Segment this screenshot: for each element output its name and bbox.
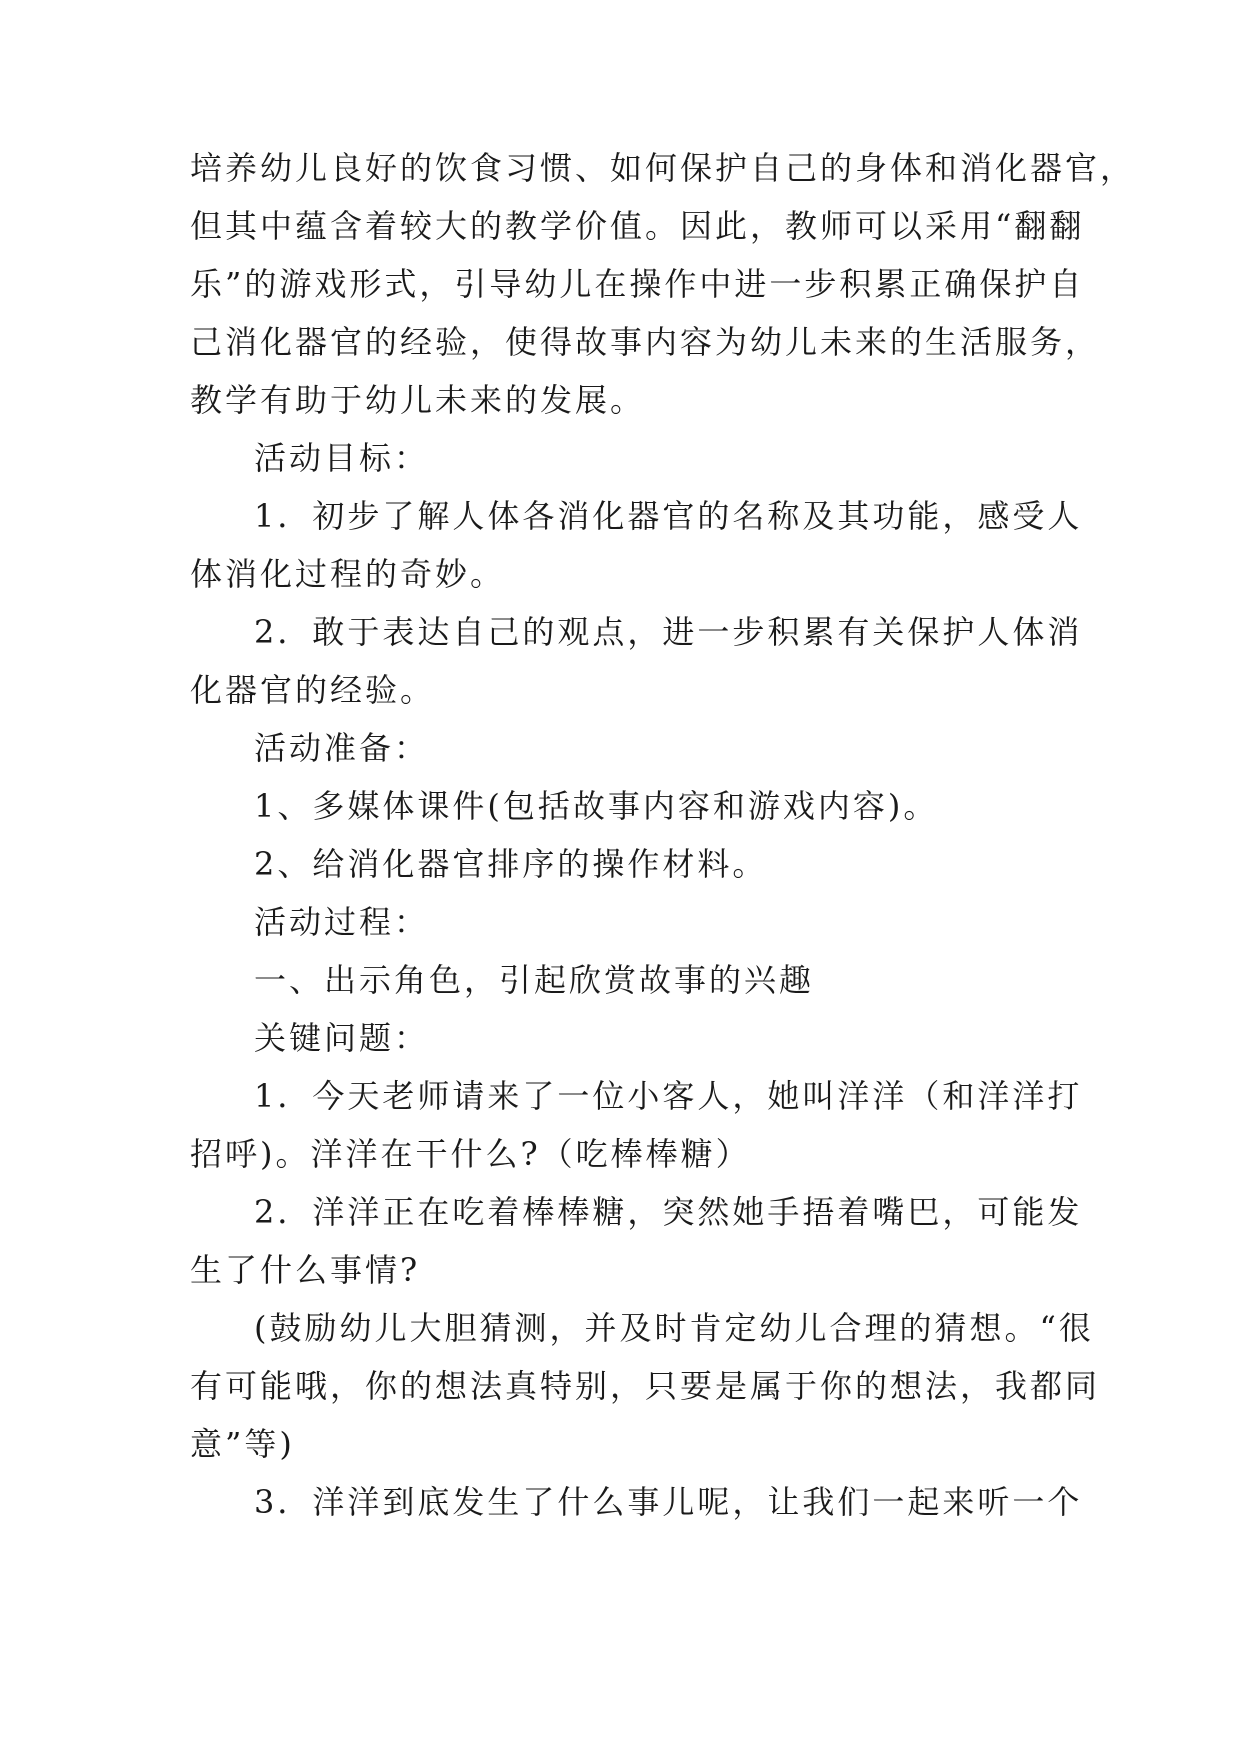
text-line: 1．今天老师请来了一位小客人，她叫洋洋（和洋洋打 [254, 1077, 1083, 1115]
text-line: 一、出示角色，引起欣赏故事的兴趣 [254, 961, 815, 999]
section-heading: 活动目标： [254, 439, 430, 477]
text-line: 1．初步了解人体各消化器官的名称及其功能，感受人 [254, 497, 1083, 535]
text-line: 培养幼儿良好的饮食习惯、如何保护自己的身体和消化器官， [190, 149, 1136, 187]
text-line: 乐”的游戏形式，引导幼儿在操作中进一步积累正确保护自 [190, 265, 1085, 303]
text-line: (鼓励幼儿大胆猜测，并及时肯定幼儿合理的猜想。“很 [254, 1309, 1094, 1347]
text-line: 己消化器官的经验，使得故事内容为幼儿未来的生活服务， [190, 323, 1101, 361]
text-line: 教学有助于幼儿未来的发展。 [190, 381, 646, 419]
text-line: 招呼)。洋洋在干什么?（吃棒棒糖） [190, 1135, 751, 1173]
text-line: 2．洋洋正在吃着棒棒糖，突然她手捂着嘴巴，可能发 [254, 1193, 1083, 1231]
text-line: 意”等) [190, 1425, 295, 1463]
section-heading: 活动过程： [254, 903, 430, 941]
text-line: 体消化过程的奇妙。 [190, 555, 506, 593]
text-line: 生了什么事情? [190, 1251, 421, 1289]
section-heading: 活动准备： [254, 729, 430, 767]
text-line: 2．敢于表达自己的观点，进一步积累有关保护人体消 [254, 613, 1083, 651]
text-line: 化器官的经验。 [190, 671, 436, 709]
text-line: 2、给消化器官排序的操作材料。 [254, 845, 768, 883]
text-line: 3．洋洋到底发生了什么事儿呢，让我们一起来听一个 [254, 1483, 1083, 1521]
text-line: 有可能哦，你的想法真特别，只要是属于你的想法，我都同 [190, 1367, 1101, 1405]
section-heading: 关键问题： [254, 1019, 430, 1057]
text-line: 1、多媒体课件(包括故事内容和游戏内容)。 [254, 787, 939, 825]
text-line: 但其中蕴含着较大的教学价值。因此，教师可以采用“翻翻 [190, 207, 1085, 245]
